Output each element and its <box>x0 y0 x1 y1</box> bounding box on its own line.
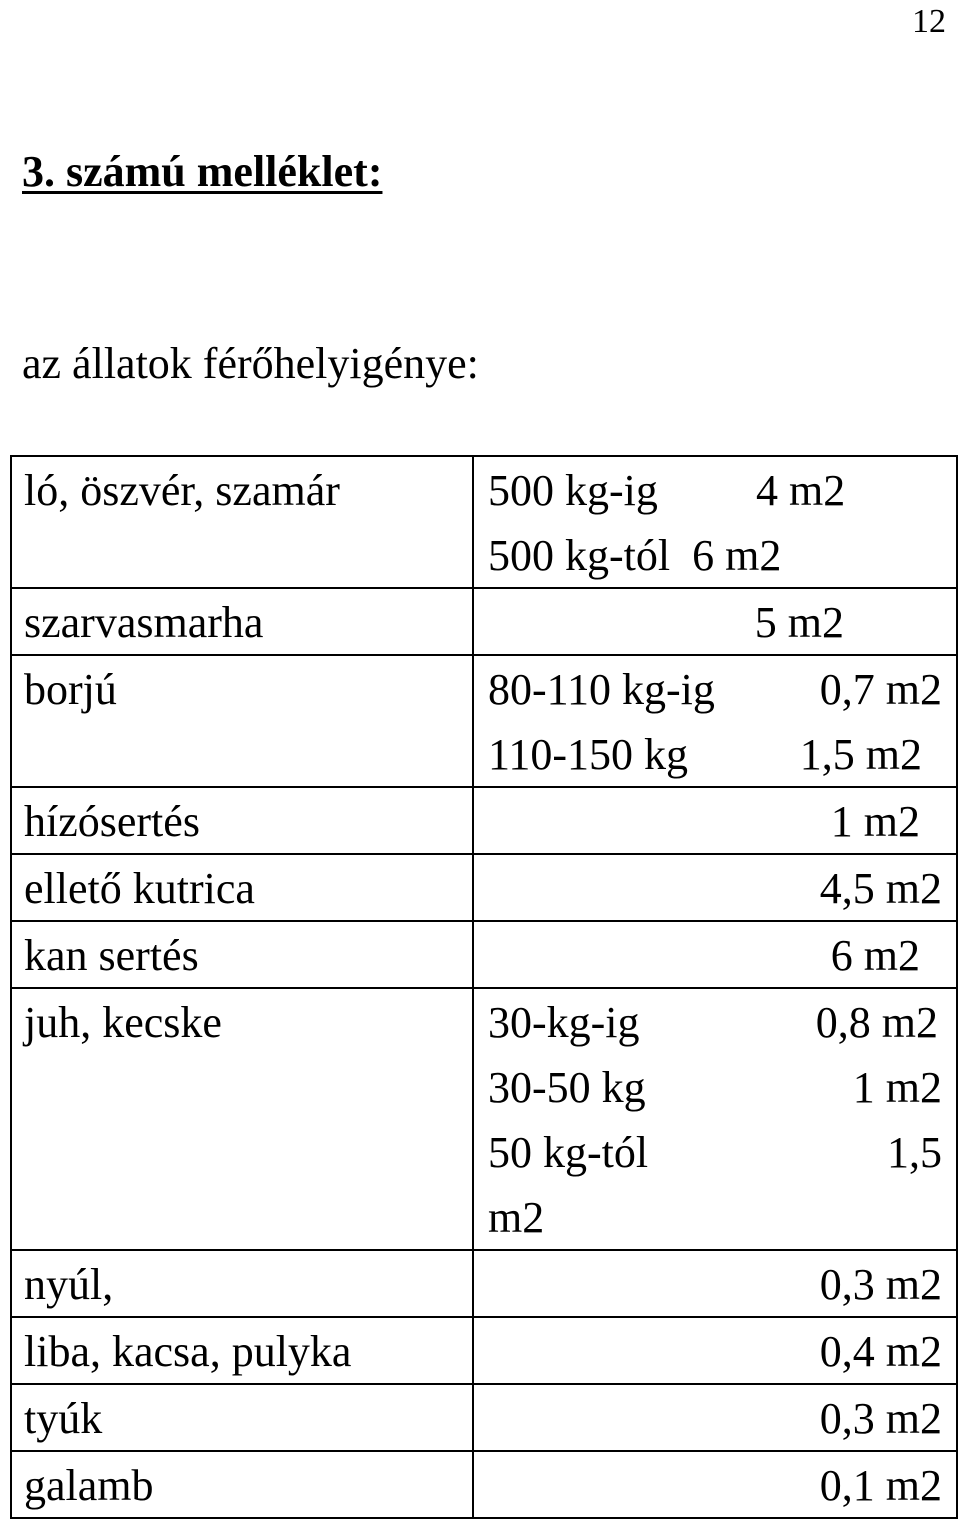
space-cell: 0,3 m2 <box>473 1384 957 1451</box>
table-row <box>11 854 957 921</box>
page-number: 12 <box>912 3 946 40</box>
animal-cell: ellető kutrica <box>11 854 473 921</box>
animal-cell: ló, öszvér, szamár <box>11 456 473 588</box>
space-cell: 30-kg-ig 0,8 m2 30-50 kg 1 m2 50 kg-tól 1,5 m2 <box>473 988 957 1250</box>
table-row <box>11 1384 957 1451</box>
table-row <box>11 1250 957 1317</box>
animal-cell: hízósertés <box>11 787 473 854</box>
space-cell: 0,4 m2 <box>473 1317 957 1384</box>
annex-heading: 3. számú melléklet: <box>22 147 383 196</box>
table-row <box>11 588 957 655</box>
table-subtitle: az állatok férőhelyigénye: <box>22 339 479 388</box>
space-cell: 4,5 m2 <box>473 854 957 921</box>
table-row <box>11 1317 957 1384</box>
animal-cell: szarvasmarha <box>11 588 473 655</box>
space-cell: 6 m2 <box>473 921 957 988</box>
animal-cell: juh, kecske <box>11 988 473 1250</box>
space-cell: 500 kg-ig 4 m2 500 kg-tól 6 m2 <box>473 456 957 588</box>
table-row <box>11 787 957 854</box>
animal-cell: galamb <box>11 1451 473 1518</box>
table-row <box>11 1451 957 1518</box>
table-row <box>11 456 957 588</box>
space-cell: 0,1 m2 <box>473 1451 957 1518</box>
animal-cell: tyúk <box>11 1384 473 1451</box>
table-row <box>11 655 957 787</box>
animal-cell: kan sertés <box>11 921 473 988</box>
animal-cell: liba, kacsa, pulyka <box>11 1317 473 1384</box>
animal-cell: nyúl, <box>11 1250 473 1317</box>
space-cell: 0,3 m2 <box>473 1250 957 1317</box>
space-requirement-table <box>10 455 958 1519</box>
space-cell: 5 m2 <box>473 588 957 655</box>
table-row <box>11 921 957 988</box>
space-cell: 1 m2 <box>473 787 957 854</box>
space-cell: 80-110 kg-ig 0,7 m2 110-150 kg 1,5 m2 <box>473 655 957 787</box>
animal-cell: borjú <box>11 655 473 787</box>
table-row <box>11 988 957 1250</box>
